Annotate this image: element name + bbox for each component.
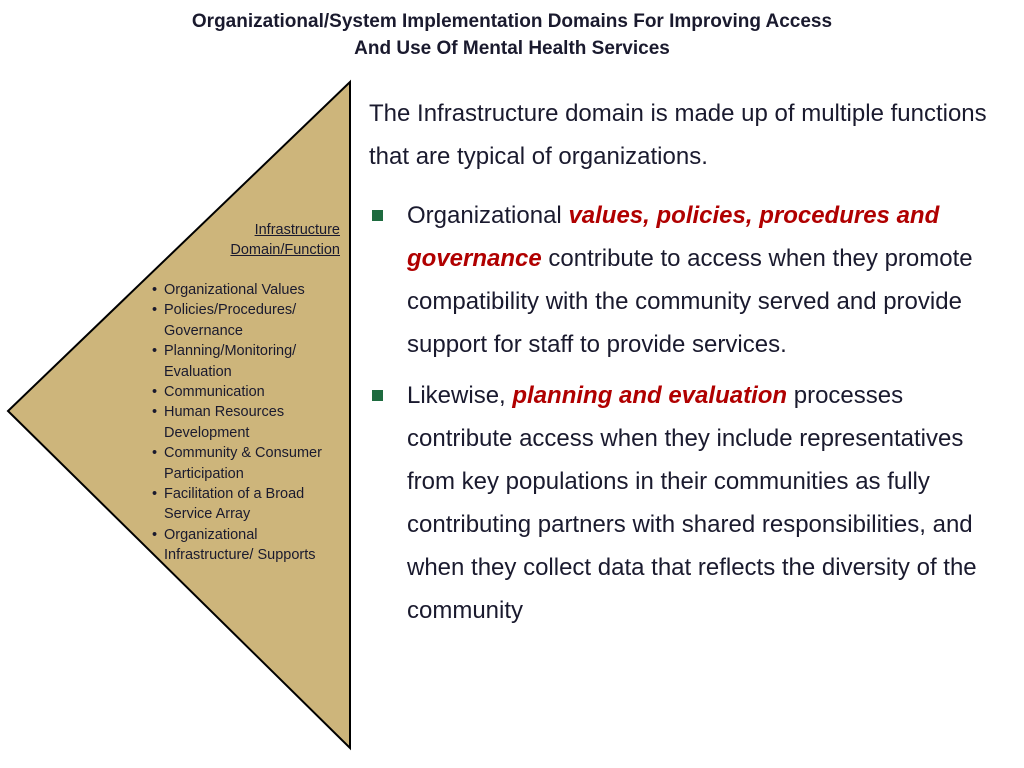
body-bullet (369, 194, 1009, 366)
function-item-line-1: • Planning/Monitoring/ (164, 343, 297, 360)
function-item-line-1: • Human Resources (164, 404, 285, 421)
bullet-text-after: contribute to access when they promote compatibility with the community served and provide support for staff to provide services. (407, 245, 973, 358)
function-item (152, 443, 362, 484)
bullet-text-before: Organizational (407, 202, 569, 229)
bullet-text-after: processes contribute access when they include representatives from key populations in their communities as fully contributing partners with shared responsibilities, and when they collect data that reflects the diversity of the community (407, 382, 977, 624)
function-item (152, 280, 362, 300)
function-item (152, 300, 362, 341)
function-item-line-2: Service Array (164, 506, 251, 523)
function-item-line-1: • Community & Consumer (164, 445, 322, 462)
domain-heading-line-1: Infrastructure (254, 222, 340, 238)
function-item-line-1: • Communication (164, 384, 265, 401)
function-item-line-1: • Organizational Values (164, 282, 305, 298)
bullet-text-before: Likewise, (407, 382, 513, 409)
function-item (152, 341, 362, 382)
slide-title-line-2: And Use Of Mental Health Services (354, 38, 670, 59)
function-item-line-1: • Facilitation of a Broad (164, 486, 305, 503)
function-item-line-2: Participation (164, 465, 244, 482)
bullet-emphasis: values, policies, procedures and governance (407, 202, 940, 272)
function-item-line-2: Evaluation (164, 363, 232, 380)
function-item-line-2: Development (164, 424, 250, 441)
square-bullet-icon (372, 210, 383, 221)
domain-heading-line-2: Domain/Function (230, 242, 340, 258)
domain-function-list (152, 280, 362, 566)
bullet-emphasis: planning and evaluation (512, 382, 788, 409)
function-item (152, 382, 362, 402)
domain-heading (150, 220, 340, 260)
square-bullet-icon (372, 390, 383, 401)
slide-title-line-1: Organizational/System Implementation Domains For Improving Access (191, 11, 833, 32)
function-item (152, 525, 362, 566)
function-item-line-1: • Policies/Procedures/ (164, 302, 297, 319)
intro-paragraph: The Infrastructure domain is made up of multiple functions that are typical of organizations. (369, 100, 987, 170)
body-bullet (369, 374, 1009, 632)
body-bullet-list (369, 194, 1009, 640)
function-item-line-2: Governance (164, 322, 243, 339)
function-item (152, 402, 362, 443)
function-item (152, 484, 362, 525)
function-item-line-1: • Organizational (164, 526, 258, 543)
function-item-line-2: Infrastructure/ Supports (164, 547, 316, 564)
